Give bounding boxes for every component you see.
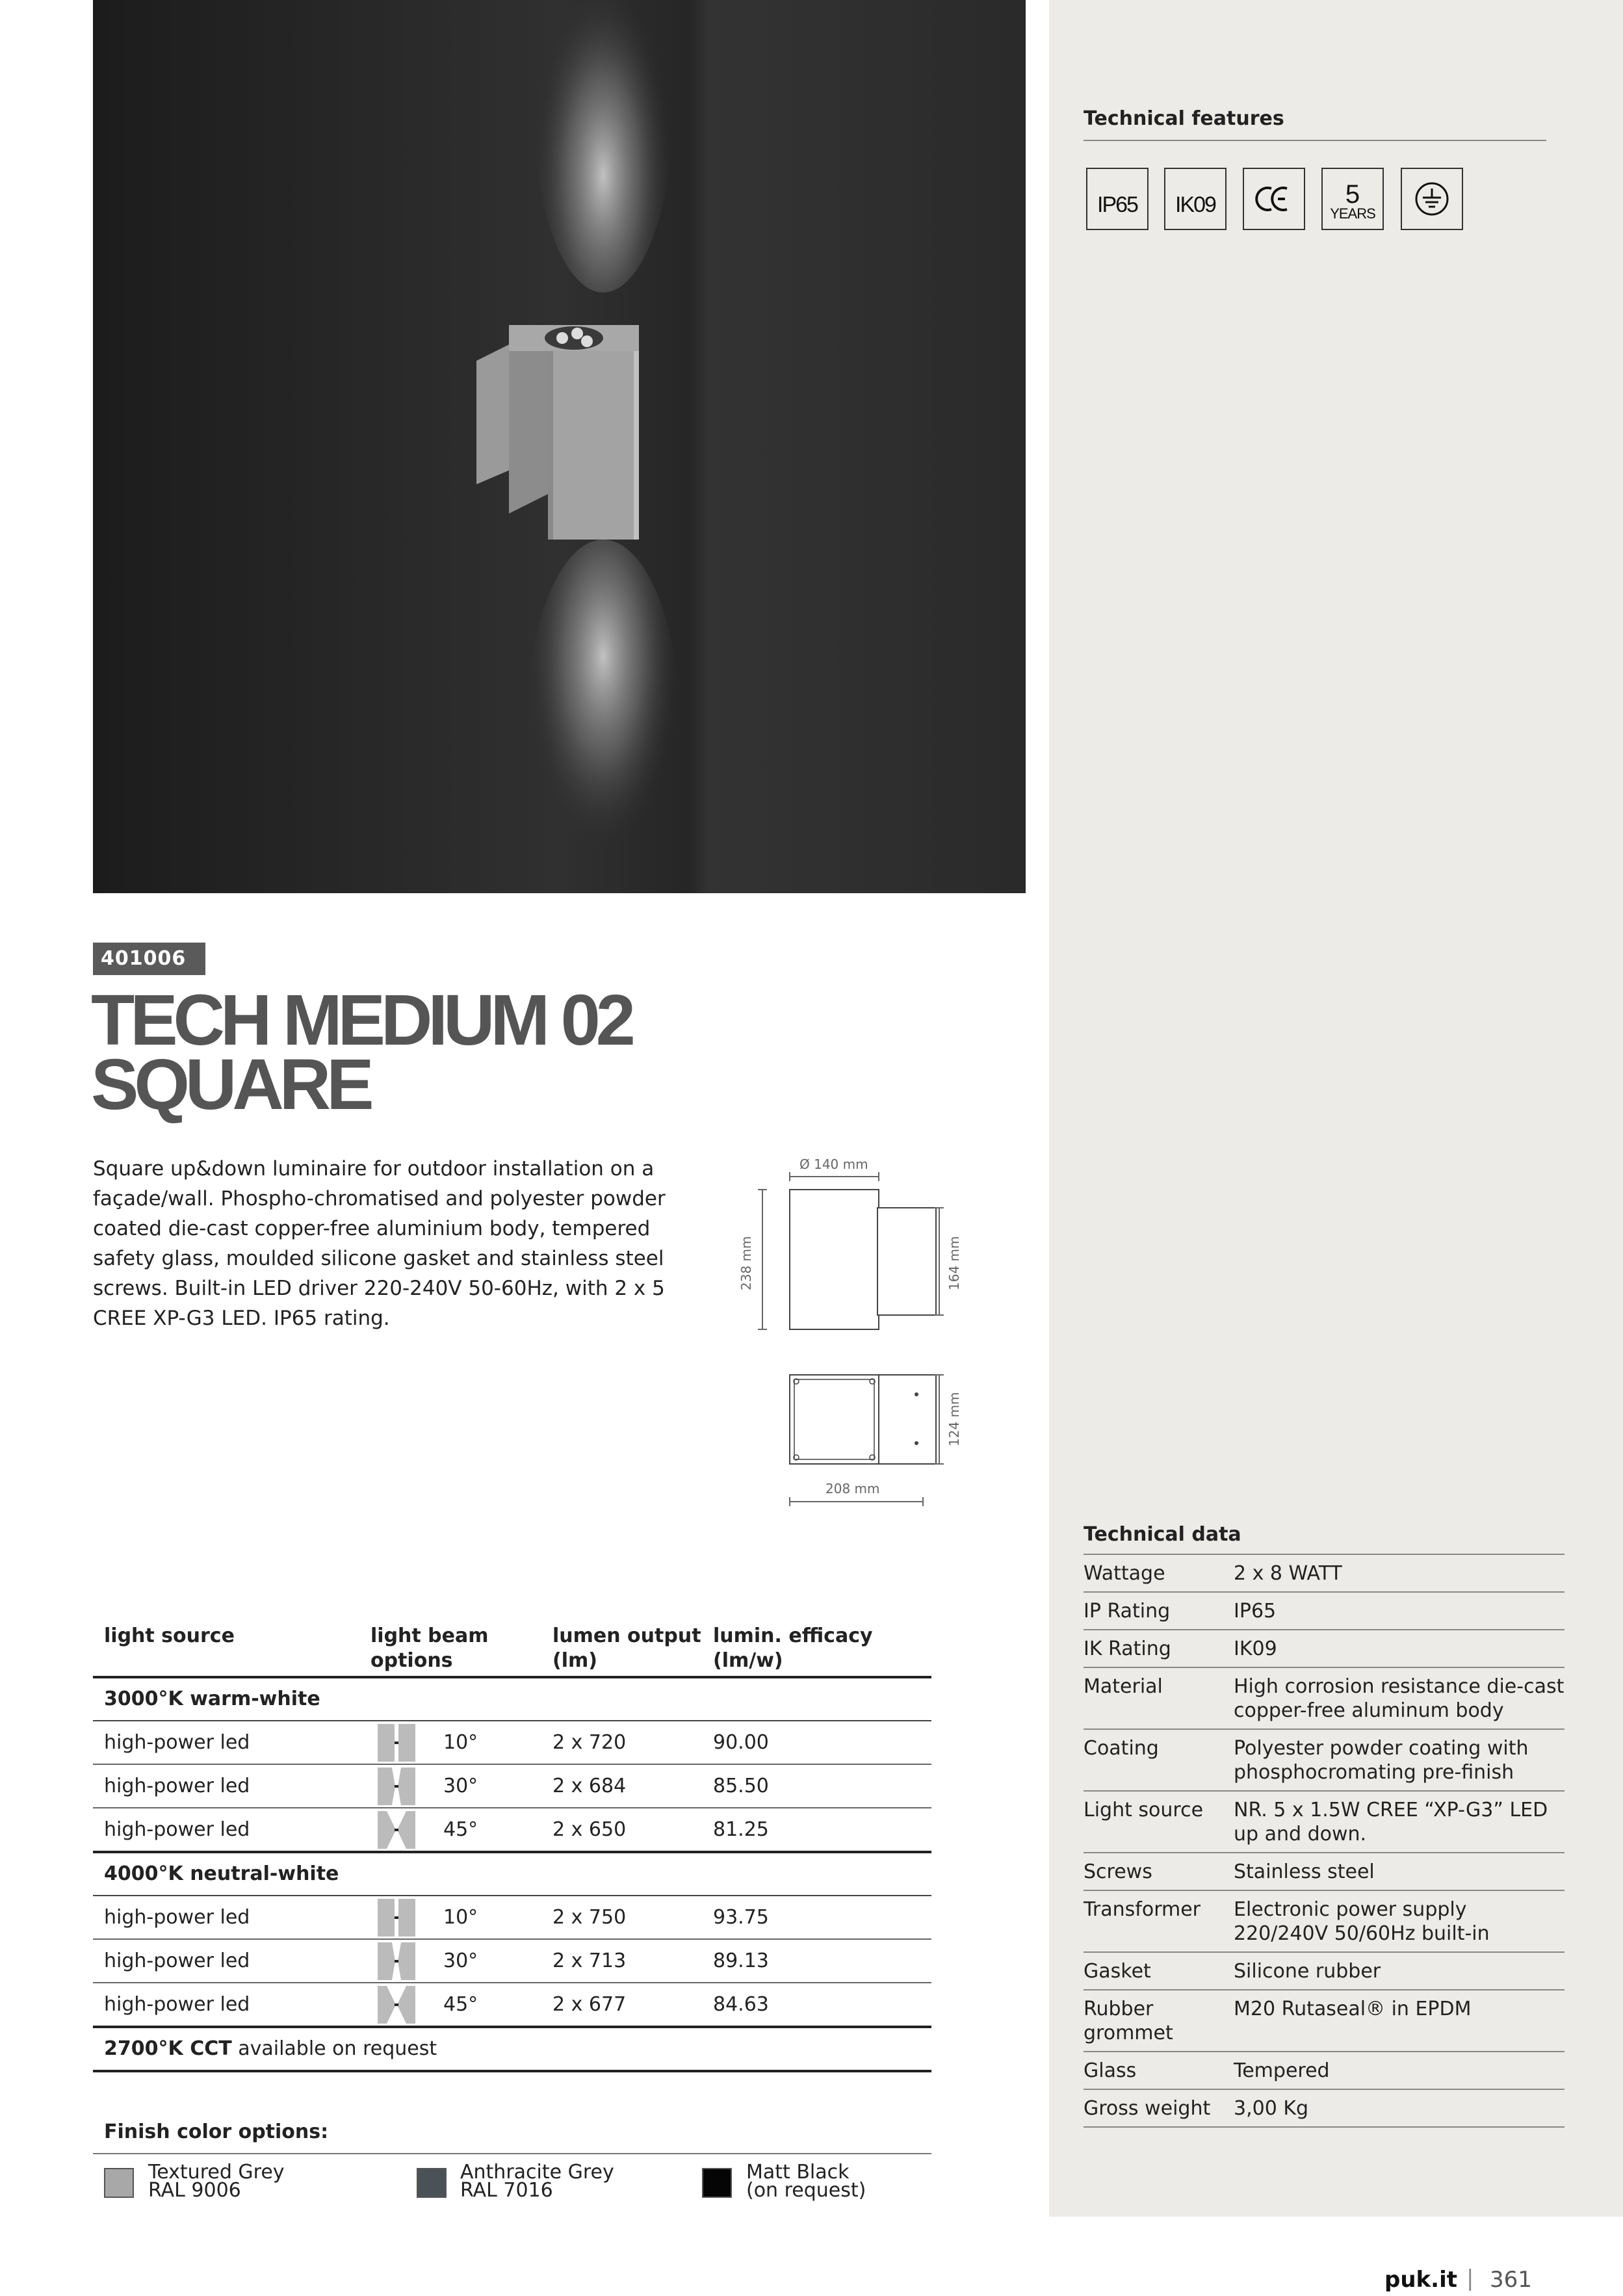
- tech-key: Glass: [1084, 2059, 1137, 2082]
- product-description: Square up&down luminaire for outdoor installation on a façade/wall. Phospho-chromatised and polyester powder coated die-cast copper-free aluminium body, tempered safety glass, moulded silicone gasket and stainless steel screws. Built-in LED driver 220-240V 50-60Hz, with 2 x 5 CREE XP-G3 LED. IP65 rating.: [93, 1157, 666, 1330]
- header-efficacy: lumin. efficacy (lm/w): [713, 1624, 873, 1672]
- product-title: [91, 980, 631, 1125]
- tech-key: Gross weight: [1084, 2097, 1211, 2120]
- tech-key: Transformer: [1084, 1898, 1201, 1921]
- dim-depth: 124 mm: [946, 1392, 962, 1446]
- tech-row-gasket: [1084, 1951, 1565, 1989]
- product-photo: [93, 0, 1026, 893]
- cell-lumen: 2 x 750: [552, 1906, 627, 1929]
- tech-key: Light source: [1084, 1799, 1204, 1821]
- cell-efficacy: 89.13: [713, 1950, 769, 1972]
- tech-value: Electronic power supply 220/240V 50/60Hz built-in: [1234, 1898, 1490, 1945]
- footer-separator: |: [1466, 2265, 1474, 2291]
- table-row: [93, 1721, 931, 1765]
- technical-features-title: Technical features: [1084, 107, 1284, 130]
- finish-divider: [93, 2153, 931, 2154]
- dim-diameter: Ø 140 mm: [799, 1156, 868, 1172]
- beam-45-icon: [378, 1986, 415, 2024]
- table-row: [93, 1983, 931, 2028]
- tech-value: Polyester powder coating with phosphocromating pre-finish: [1234, 1737, 1529, 1784]
- tech-value: M20 Rutaseal® in EPDM: [1234, 1998, 1472, 2020]
- finish-label-anthracite-grey: [460, 2163, 614, 2200]
- tech-value: Silicone rubber: [1234, 1960, 1381, 1983]
- finish-name: Matt Black: [746, 2161, 850, 2184]
- header-lumen-output: lumen output (lm): [552, 1624, 701, 1672]
- tech-key: IP Rating: [1084, 1600, 1171, 1623]
- product-title-line2: SQUARE: [91, 1045, 370, 1125]
- tech-row-screws: [1084, 1852, 1565, 1890]
- beam-30-icon: [378, 1768, 415, 1805]
- cell-efficacy: 90.00: [713, 1731, 769, 1754]
- cell-beam: 45°: [443, 1818, 478, 1841]
- ce-mark-icon: [1243, 168, 1305, 230]
- cell-beam: 30°: [443, 1950, 478, 1972]
- beam-10-icon: [378, 1899, 415, 1937]
- tech-row-rubber-grommet: [1084, 1989, 1565, 2051]
- cell-beam: 45°: [443, 1993, 478, 2016]
- technical-features-divider: [1084, 140, 1546, 141]
- tech-value: IK09: [1234, 1637, 1277, 1660]
- cell-lumen: 2 x 713: [552, 1950, 627, 1972]
- tech-value: IP65: [1234, 1600, 1277, 1623]
- page-number: 361: [1490, 2267, 1532, 2293]
- tech-row-ik-rating: [1084, 1629, 1565, 1667]
- tech-row-wattage: [1084, 1554, 1565, 1591]
- tech-key: Coating: [1084, 1737, 1159, 1760]
- cell-efficacy: 84.63: [713, 1993, 769, 2016]
- cell-source: high-power led: [104, 1993, 250, 2016]
- beam-10-icon: [378, 1724, 415, 1762]
- tech-row-transformer: [1084, 1890, 1565, 1951]
- cell-beam: 30°: [443, 1775, 478, 1797]
- group-neutral-white: 4000°K neutral-white: [93, 1853, 931, 1896]
- cell-efficacy: 85.50: [713, 1775, 769, 1797]
- ik09-icon: [1164, 168, 1227, 230]
- product-code-badge: 401006: [93, 943, 205, 975]
- cct-note: [93, 2028, 931, 2072]
- swatch-anthracite-grey: [417, 2168, 447, 2198]
- finish-code: (on request): [746, 2179, 866, 2202]
- cct-note-text: available on request: [231, 2037, 437, 2060]
- table-row: [93, 1808, 931, 1853]
- tech-key: IK Rating: [1084, 1637, 1171, 1660]
- cell-efficacy: 81.25: [713, 1818, 769, 1841]
- finish-label-matt-black: [746, 2163, 866, 2200]
- tech-key: Screws: [1084, 1860, 1152, 1883]
- tech-key: Material: [1084, 1675, 1163, 1698]
- warranty-5-years-icon: [1321, 168, 1384, 230]
- tech-value: Tempered: [1234, 2059, 1330, 2082]
- tech-row-light-source: [1084, 1790, 1565, 1852]
- footer-brand-link[interactable]: puk.it: [1384, 2267, 1457, 2293]
- ip65-icon-text: IP65: [1097, 192, 1137, 217]
- tech-row-coating: [1084, 1729, 1565, 1790]
- swatch-textured-grey: [104, 2168, 134, 2198]
- cell-source: high-power led: [104, 1818, 250, 1841]
- swatch-matt-black: [702, 2168, 732, 2198]
- tech-value: NR. 5 x 1.5W CREE “XP-G3” LED up and down.: [1234, 1799, 1548, 1846]
- product-title-line1: TECH MEDIUM 02: [91, 980, 631, 1060]
- cell-lumen: 2 x 720: [552, 1731, 627, 1754]
- cct-note-bold: 2700°K CCT: [104, 2037, 232, 2060]
- cell-source: high-power led: [104, 1775, 250, 1797]
- cell-source: high-power led: [104, 1731, 250, 1754]
- tech-key: Gasket: [1084, 1960, 1151, 1983]
- header-light-source: light source: [104, 1624, 235, 1647]
- warranty-years-label: YEARS: [1330, 205, 1375, 222]
- performance-table-header: [93, 1619, 931, 1678]
- technical-data-table: [1084, 1554, 1565, 2128]
- dim-body-height: 164 mm: [946, 1236, 962, 1290]
- cell-efficacy: 93.75: [713, 1906, 769, 1929]
- tech-value: High corrosion resistance die-cast copper-free aluminum body: [1234, 1675, 1565, 1722]
- cell-beam: 10°: [443, 1731, 478, 1754]
- finish-label-textured-grey: [148, 2163, 285, 2200]
- cell-lumen: 2 x 650: [552, 1818, 627, 1841]
- dim-height: 238 mm: [738, 1236, 754, 1290]
- ik09-icon-text: IK09: [1175, 192, 1215, 217]
- tech-row-ip-rating: [1084, 1591, 1565, 1629]
- beam-45-icon: [378, 1811, 415, 1849]
- cell-lumen: 2 x 677: [552, 1993, 627, 2016]
- cell-source: high-power led: [104, 1950, 250, 1972]
- earth-ground-icon: [1401, 168, 1463, 230]
- table-row: [93, 1940, 931, 1983]
- finish-name: Textured Grey: [148, 2161, 285, 2184]
- technical-drawing: [734, 1151, 968, 1517]
- finish-code: RAL 9006: [148, 2179, 241, 2202]
- cell-beam: 10°: [443, 1906, 478, 1929]
- cell-lumen: 2 x 684: [552, 1775, 627, 1797]
- beam-30-icon: [378, 1942, 415, 1980]
- finish-name: Anthracite Grey: [460, 2161, 614, 2184]
- table-row: [93, 1896, 931, 1940]
- tech-row-glass: [1084, 2051, 1565, 2089]
- technical-data-title: Technical data: [1084, 1523, 1241, 1546]
- header-beam-options: light beam options: [370, 1624, 489, 1672]
- cell-source: high-power led: [104, 1906, 250, 1929]
- finish-title: Finish color options:: [104, 2120, 329, 2143]
- ip65-icon: [1086, 168, 1149, 230]
- tech-row-material: [1084, 1667, 1565, 1729]
- tech-key: Rubber grommet: [1084, 1998, 1173, 2044]
- tech-row-gross-weight: [1084, 2089, 1565, 2128]
- warranty-years-number: 5: [1345, 180, 1360, 209]
- table-row: [93, 1765, 931, 1808]
- group-warm-white: 3000°K warm-white: [93, 1678, 931, 1721]
- tech-key: Wattage: [1084, 1562, 1165, 1585]
- performance-table: [93, 1619, 931, 2072]
- finish-code: RAL 7016: [460, 2179, 553, 2202]
- tech-value: 3,00 Kg: [1234, 2097, 1309, 2120]
- tech-value: Stainless steel: [1234, 1860, 1375, 1883]
- tech-value: 2 x 8 WATT: [1234, 1562, 1342, 1585]
- dim-width: 208 mm: [825, 1481, 880, 1496]
